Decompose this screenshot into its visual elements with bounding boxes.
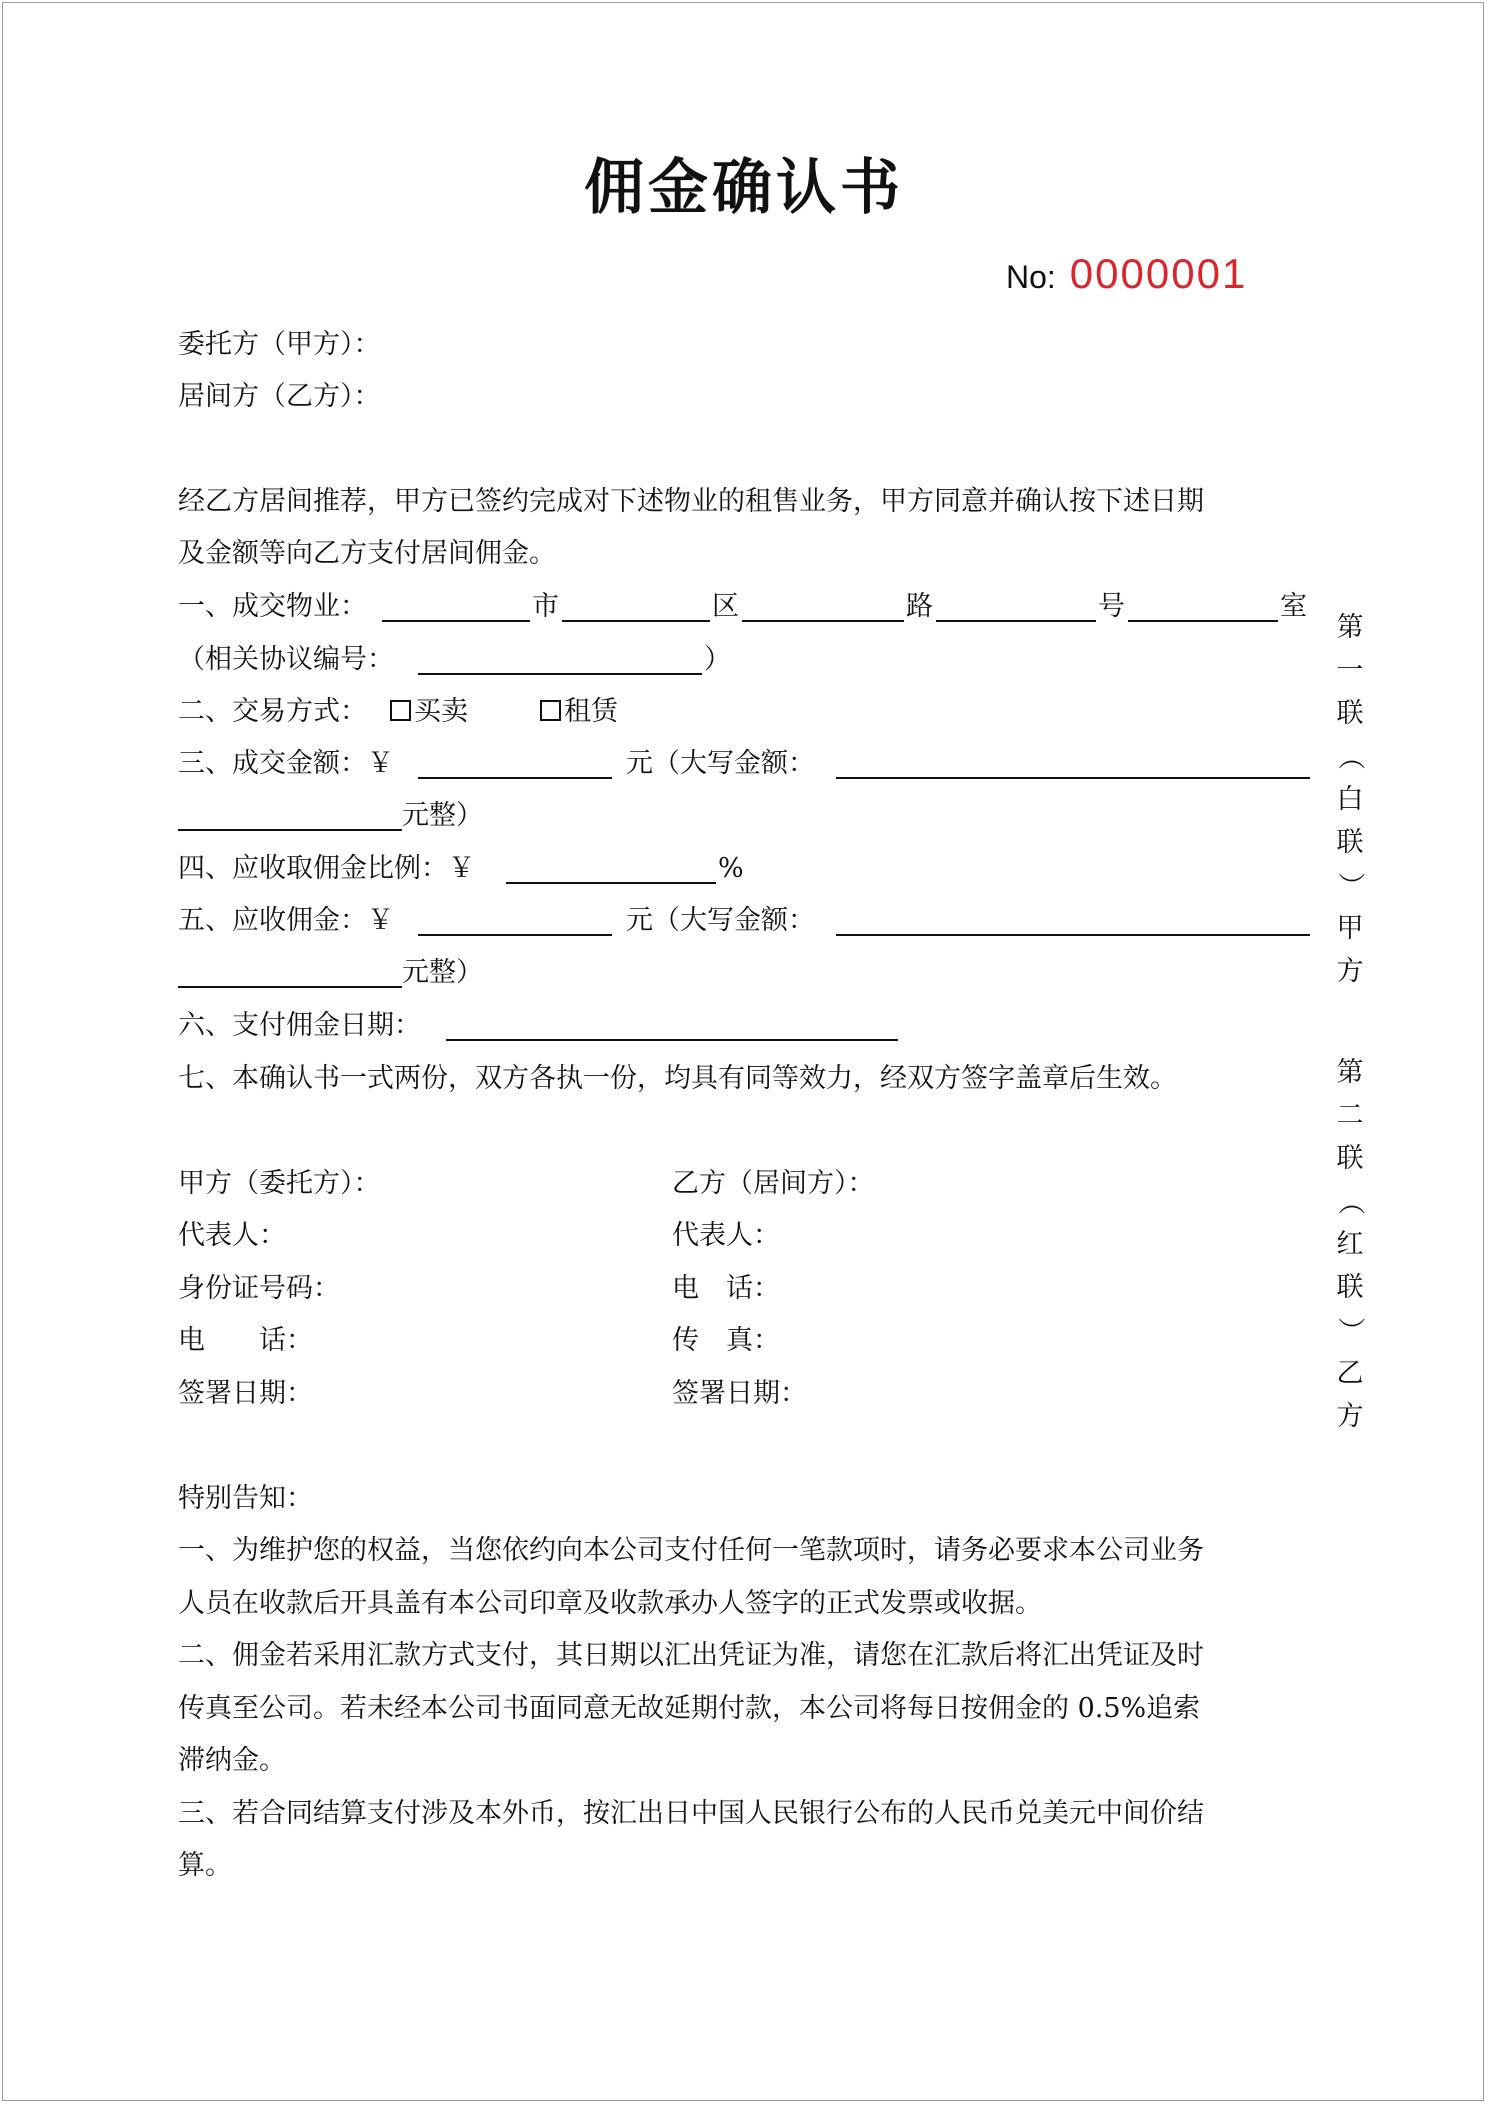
item7-text: 七、本确认书一式两份，双方各执一份，均具有同等效力，经双方签字盖章后生效。 — [178, 1063, 1177, 1094]
copy1-char: ） — [1334, 872, 1366, 899]
copy1-char: 甲 — [1336, 913, 1364, 944]
document-title: 佣金确认书 — [584, 153, 904, 223]
item5-label: 五、应收佣金：￥ — [178, 905, 394, 936]
notice-title: 特别告知： — [178, 1483, 313, 1514]
sign-right-party: 乙方（居间方）： — [672, 1168, 875, 1199]
notice-p2-line1: 二、佣金若采用汇款方式支付，其日期以汇出凭证为准，请您在汇款后将汇出凭证及时 — [178, 1640, 1204, 1671]
copy1-char: （ — [1334, 743, 1366, 770]
copy2-char: ） — [1334, 1317, 1366, 1344]
option-sale-label: 买卖 — [414, 696, 468, 727]
district-field[interactable] — [562, 620, 710, 622]
copy1-char: 一 — [1336, 655, 1364, 686]
commission-rate-field[interactable] — [506, 882, 716, 884]
sign-left-date: 签署日期： — [178, 1378, 313, 1409]
sign-left-id: 身份证号码： — [178, 1273, 340, 1304]
commission-amount-words-field-2[interactable] — [178, 986, 402, 988]
item1-label: 一、成交物业： — [178, 591, 367, 622]
sign-right-fax: 传 真： — [672, 1325, 780, 1356]
sign-right-rep: 代表人： — [672, 1220, 780, 1251]
page-border — [2, 2, 1484, 2101]
option-lease[interactable] — [540, 694, 618, 730]
item3-label: 三、成交金额：￥ — [178, 748, 394, 779]
copy2-char: 乙 — [1336, 1358, 1364, 1389]
item5-yuan: 元（大写金额： — [626, 905, 815, 936]
client-party-label: 委托方（甲方）： — [178, 329, 381, 360]
room-field[interactable] — [1128, 620, 1278, 622]
room-suffix: 室 — [1280, 591, 1307, 622]
copy1-char: 方 — [1336, 956, 1364, 987]
transaction-amount-words-field-2[interactable] — [178, 829, 402, 831]
number-field[interactable] — [936, 620, 1096, 622]
sign-left-rep: 代表人： — [178, 1220, 286, 1251]
copy2-char: （ — [1334, 1188, 1366, 1215]
commission-amount-field[interactable] — [418, 934, 612, 936]
transaction-amount-words-field[interactable] — [836, 777, 1310, 779]
item2-label: 二、交易方式： — [178, 696, 367, 727]
copy1-char: 联 — [1336, 698, 1364, 729]
agreement-number-field[interactable] — [418, 673, 702, 675]
number-suffix: 号 — [1098, 591, 1125, 622]
notice-p3-line1: 三、若合同结算支付涉及本外币，按汇出日中国人民银行公布的人民币兑美元中间价结 — [178, 1798, 1204, 1829]
broker-party-label: 居间方（乙方）： — [178, 381, 381, 412]
lease-checkbox[interactable] — [540, 700, 561, 721]
notice-p1-line1: 一、为维护您的权益，当您依约向本公司支付任何一笔款项时，请务必要求本公司业务 — [178, 1535, 1204, 1566]
copy2-char: 方 — [1336, 1401, 1364, 1432]
notice-p1-line2: 人员在收款后开具盖有本公司印章及收款承办人签字的正式发票或收据。 — [178, 1588, 1042, 1619]
notice-p2-line3: 滞纳金。 — [178, 1745, 286, 1776]
item3-tail: 元整） — [402, 800, 483, 831]
copy1-char: 联 — [1336, 827, 1364, 858]
copy1-char: 白 — [1336, 784, 1364, 815]
sign-left-party: 甲方（委托方）： — [178, 1168, 381, 1199]
copy2-char: 联 — [1336, 1143, 1364, 1174]
transaction-amount-field[interactable] — [418, 777, 612, 779]
copy-label-second — [1330, 1051, 1370, 1438]
serial-label: No: — [1006, 259, 1056, 295]
notice-p2-line2: 传真至公司。若未经本公司书面同意无故延期付款，本公司将每日按佣金的 0.5%追索 — [178, 1693, 1201, 1724]
road-field[interactable] — [742, 620, 904, 622]
commission-amount-words-field[interactable] — [836, 934, 1310, 936]
payment-date-field[interactable] — [446, 1039, 898, 1041]
district-suffix: 区 — [712, 591, 739, 622]
sign-right-phone: 电 话： — [672, 1273, 780, 1304]
item6-label: 六、支付佣金日期： — [178, 1010, 421, 1041]
item5-tail: 元整） — [402, 957, 483, 988]
item4-percent: % — [718, 853, 744, 884]
copy2-char: 二 — [1336, 1100, 1364, 1131]
intro-line-2: 及金额等向乙方支付居间佣金。 — [178, 538, 556, 569]
copy2-char: 第 — [1336, 1057, 1364, 1088]
city-field[interactable] — [382, 620, 530, 622]
serial-value: 0000001 — [1069, 250, 1248, 297]
item4-label: 四、应收取佣金比例：￥ — [178, 853, 475, 884]
notice-p3-line2: 算。 — [178, 1850, 232, 1881]
copy-label-first — [1330, 606, 1370, 993]
copy1-char: 第 — [1336, 612, 1364, 643]
option-sale[interactable] — [390, 694, 468, 730]
city-suffix: 市 — [532, 591, 559, 622]
sale-checkbox[interactable] — [390, 700, 411, 721]
copy2-char: 联 — [1336, 1272, 1364, 1303]
item3-yuan: 元（大写金额： — [626, 748, 815, 779]
copy2-char: 红 — [1336, 1229, 1364, 1260]
agreement-number-label: （相关协议编号： — [178, 644, 394, 675]
sign-right-date: 签署日期： — [672, 1378, 807, 1409]
agreement-close: ） — [704, 644, 731, 675]
sign-left-phone: 电 话： — [178, 1325, 313, 1356]
road-suffix: 路 — [906, 591, 933, 622]
option-lease-label: 租赁 — [564, 696, 618, 727]
serial-number — [1006, 250, 1247, 298]
intro-line-1: 经乙方居间推荐，甲方已签约完成对下述物业的租售业务，甲方同意并确认按下述日期 — [178, 486, 1204, 517]
